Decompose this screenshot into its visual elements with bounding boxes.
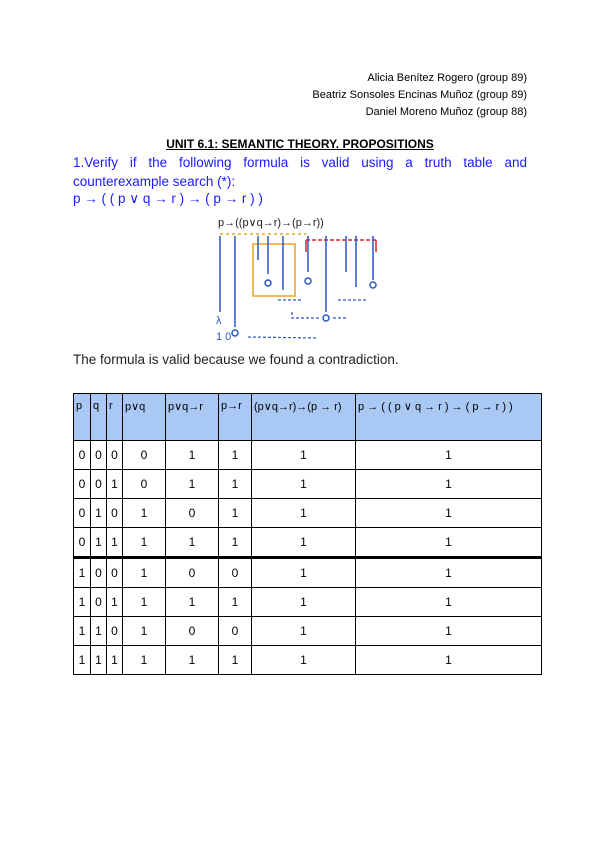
exercise-formula: p → ( ( p ∨ q → r ) → ( p → r ) )	[73, 191, 263, 206]
table-row	[74, 499, 542, 528]
table-cell: 1	[252, 499, 356, 528]
counterexample-sketch	[208, 212, 393, 347]
table-cell: 0	[74, 499, 91, 528]
table-cell: 1	[219, 499, 252, 528]
table-cell: 1	[252, 646, 356, 675]
table-cell: 1	[107, 646, 123, 675]
table-cell: 0	[91, 470, 107, 499]
table-cell: 0	[91, 441, 107, 470]
table-cell: 1	[356, 528, 542, 558]
col-header-p-implies-r: p→r	[219, 394, 252, 441]
table-cell: 1	[356, 499, 542, 528]
table-cell: 1	[123, 617, 166, 646]
unit-title: UNIT 6.1: SEMANTIC THEORY. PROPOSITIONS	[166, 137, 434, 151]
table-cell: 1	[166, 528, 219, 558]
table-cell: 1	[166, 470, 219, 499]
author-line: Alicia Benítez Rogero (group 89)	[367, 72, 527, 84]
col-header-p-or-q: p∨q	[123, 394, 166, 441]
table-header-row	[74, 394, 542, 441]
author-line: Beatriz Sonsoles Encinas Muñoz (group 89)	[312, 89, 527, 101]
truth-table	[73, 393, 542, 675]
table-cell: 1	[356, 441, 542, 470]
table-cell: 1	[219, 441, 252, 470]
table-cell: 1	[123, 528, 166, 558]
col-header-p-or-q-implies-r: p∨q→r	[166, 394, 219, 441]
table-cell: 1	[252, 588, 356, 617]
table-cell: 0	[74, 441, 91, 470]
table-cell: 1	[74, 617, 91, 646]
table-cell: 1	[166, 646, 219, 675]
table-cell: 0	[74, 528, 91, 558]
table-cell: 1	[252, 617, 356, 646]
authors-block	[312, 70, 527, 121]
table-cell: 1	[356, 588, 542, 617]
table-row	[74, 588, 542, 617]
table-cell: 0	[219, 558, 252, 588]
table-cell: 0	[219, 617, 252, 646]
table-cell: 1	[123, 558, 166, 588]
table-row	[74, 528, 542, 558]
table-cell: 1	[219, 528, 252, 558]
table-cell: 0	[166, 499, 219, 528]
truth-table-body	[74, 441, 542, 675]
table-cell: 1	[107, 528, 123, 558]
table-cell: 1	[219, 646, 252, 675]
exercise-question: 1.Verify if the following formula is valid using a truth table and counterexample search (*):	[73, 155, 527, 189]
table-cell: 0	[123, 470, 166, 499]
table-cell: 1	[356, 558, 542, 588]
table-cell: 0	[166, 617, 219, 646]
table-cell: 0	[107, 617, 123, 646]
table-cell: 1	[91, 499, 107, 528]
sketch-lambda-mark: λ	[216, 315, 222, 327]
conclusion-text: The formula is valid because we found a contradiction.	[73, 352, 399, 367]
table-cell: 0	[107, 441, 123, 470]
table-cell: 0	[107, 558, 123, 588]
col-header-inner-implication: (p∨q→r)→(p → r)	[252, 394, 356, 441]
col-header-p: p	[74, 394, 91, 441]
table-cell: 1	[252, 470, 356, 499]
table-cell: 1	[91, 646, 107, 675]
table-cell: 1	[107, 588, 123, 617]
table-cell: 1	[91, 617, 107, 646]
table-cell: 1	[74, 588, 91, 617]
table-cell: 1	[356, 646, 542, 675]
sketch-formula: p→((p∨q→r)→(p→r))	[218, 217, 324, 229]
table-cell: 0	[91, 588, 107, 617]
table-cell: 0	[74, 470, 91, 499]
table-cell: 0	[107, 499, 123, 528]
table-cell: 1	[252, 441, 356, 470]
table-cell: 0	[166, 558, 219, 588]
table-row	[74, 646, 542, 675]
col-header-q: q	[91, 394, 107, 441]
table-cell: 1	[166, 588, 219, 617]
table-cell: 0	[91, 558, 107, 588]
author-line: Daniel Moreno Muñoz (group 88)	[365, 106, 527, 118]
table-cell: 1	[219, 588, 252, 617]
table-cell: 1	[166, 441, 219, 470]
table-cell: 0	[123, 441, 166, 470]
table-row	[74, 617, 542, 646]
table-cell: 1	[123, 499, 166, 528]
col-header-r: r	[107, 394, 123, 441]
table-cell: 1	[91, 528, 107, 558]
table-cell: 1	[74, 558, 91, 588]
col-header-full-formula: p → ( ( p ∨ q → r ) → ( p → r ) )	[356, 394, 542, 441]
table-cell: 1	[252, 528, 356, 558]
table-cell: 1	[123, 646, 166, 675]
table-cell: 1	[74, 646, 91, 675]
table-row	[74, 558, 542, 588]
sketch-bottom-mark: 1 0	[216, 331, 232, 343]
table-row	[74, 470, 542, 499]
table-cell: 1	[356, 470, 542, 499]
table-cell: 1	[219, 470, 252, 499]
table-cell: 1	[107, 470, 123, 499]
table-cell: 1	[123, 588, 166, 617]
table-cell: 1	[252, 558, 356, 588]
table-cell: 1	[356, 617, 542, 646]
table-row	[74, 441, 542, 470]
